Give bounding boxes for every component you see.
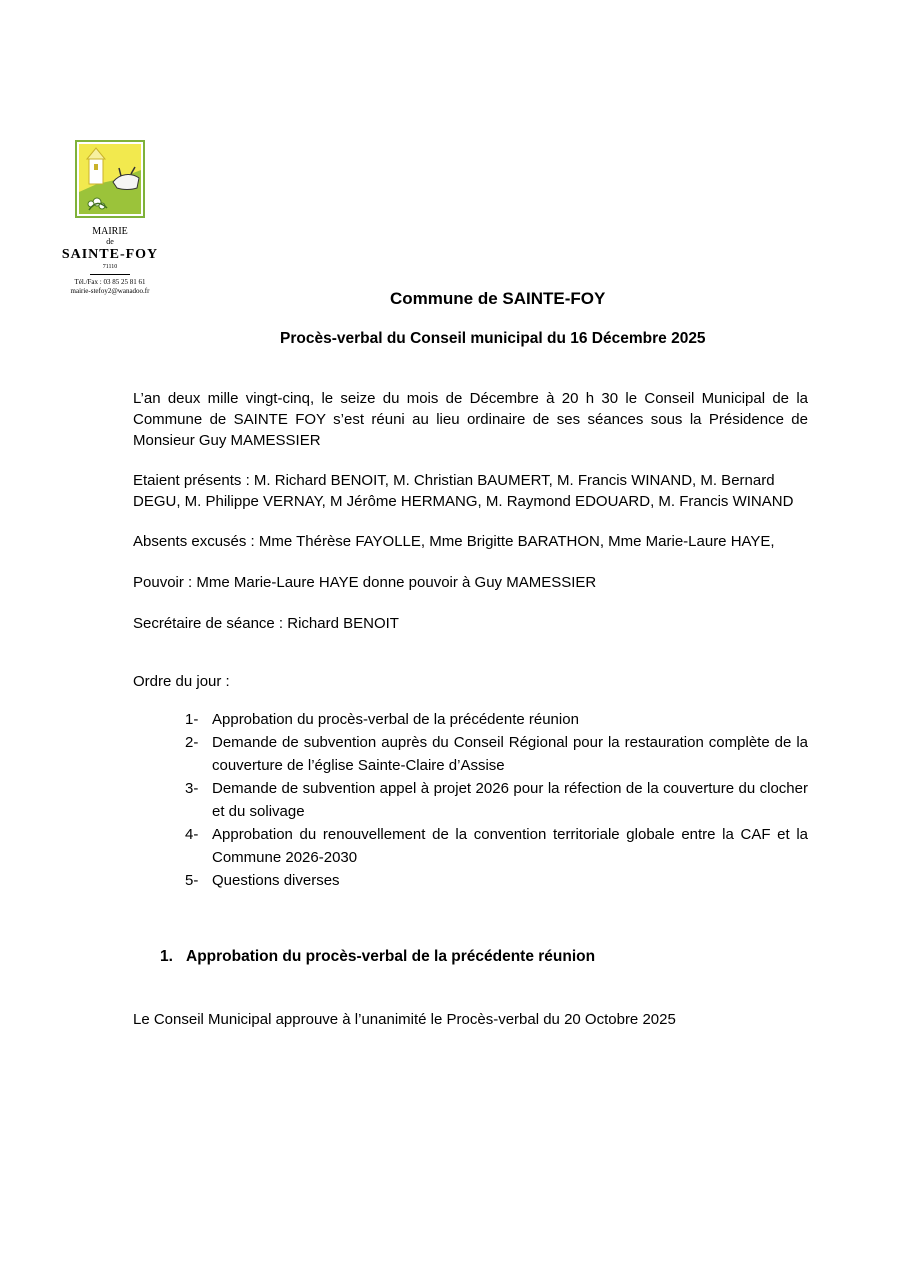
page-subtitle: Procès-verbal du Conseil municipal du 16 Décembre 2025 [280,330,706,347]
logo-commune-name: SAINTE-FOY [61,247,159,262]
logo-mairie-label: MAIRIE [92,226,128,237]
agenda-item-text: Approbation du procès-verbal de la précédente réunion [212,711,579,728]
ordre-du-jour-label: Ordre du jour : [133,673,230,690]
agenda-item-text: Demande de subvention auprès du Conseil Régional pour la restauration complète de la couverture de l’église Sainte-Claire d’Assise [212,734,808,774]
pouvoir-paragraph: Pouvoir : Mme Marie-Laure HAYE donne pouvoir à Guy MAMESSIER [133,574,597,591]
agenda-item [185,777,808,823]
logo-phone: Tél./Fax : 03 85 25 81 61 [74,278,146,286]
logo-email: mairie-stefoy2@wanadoo.fr [70,287,150,295]
agenda-item [185,869,808,892]
agenda-item [185,823,808,869]
section-1-text: Le Conseil Municipal approuve à l’unanimité le Procès-verbal du 20 Octobre 2025 [133,1011,676,1028]
logo-de-label: de [106,237,114,246]
agenda-item-text: Approbation du renouvellement de la convention territoriale globale entre la CAF et la Commune 2026-2030 [212,826,808,866]
mairie-logo-emblem [75,140,145,218]
agenda-item-number: 3- [185,780,199,797]
mairie-logo-block [50,140,170,296]
agenda-item [185,731,808,777]
logo-separator [90,274,130,275]
section-1-number: 1. [160,948,173,965]
page-title: Commune de SAINTE-FOY [390,289,606,308]
intro-paragraph: L’an deux mille vingt-cinq, le seize du mois de Décembre à 20 h 30 le Conseil Municipal de la Commune de SAINTE FOY s’est réuni au lieu ordinaire de ses séances sous la Présidence de Monsieur Guy MAMESSIER [133,390,808,449]
agenda-item-number: 1- [185,711,199,728]
agenda-item [185,708,808,731]
secretaire-paragraph: Secrétaire de séance : Richard BENOIT [133,615,399,632]
absents-paragraph: Absents excusés : Mme Thérèse FAYOLLE, Mme Brigitte BARATHON, Mme Marie-Laure HAYE, [133,533,775,550]
section-1-title: Approbation du procès-verbal de la précédente réunion [186,948,596,965]
agenda-list [185,708,808,892]
logo-postal-code: 71110 [102,264,118,270]
agenda-item-text: Questions diverses [212,872,340,889]
presents-paragraph: Etaient présents : M. Richard BENOIT, M. Christian BAUMERT, M. Francis WINAND, M. Bernard DEGU, M. Philippe VERNAY, M Jérôme HERMANG, M. Raymond EDOUARD, M. Francis WINAND [133,472,794,510]
agenda-item-text: Demande de subvention appel à projet 2026 pour la réfection de la couverture du clocher et du solivage [212,780,808,820]
agenda-item-number: 4- [185,826,199,843]
agenda-item-number: 5- [185,872,199,889]
section-1-heading [160,948,595,966]
agenda-item-number: 2- [185,734,199,751]
